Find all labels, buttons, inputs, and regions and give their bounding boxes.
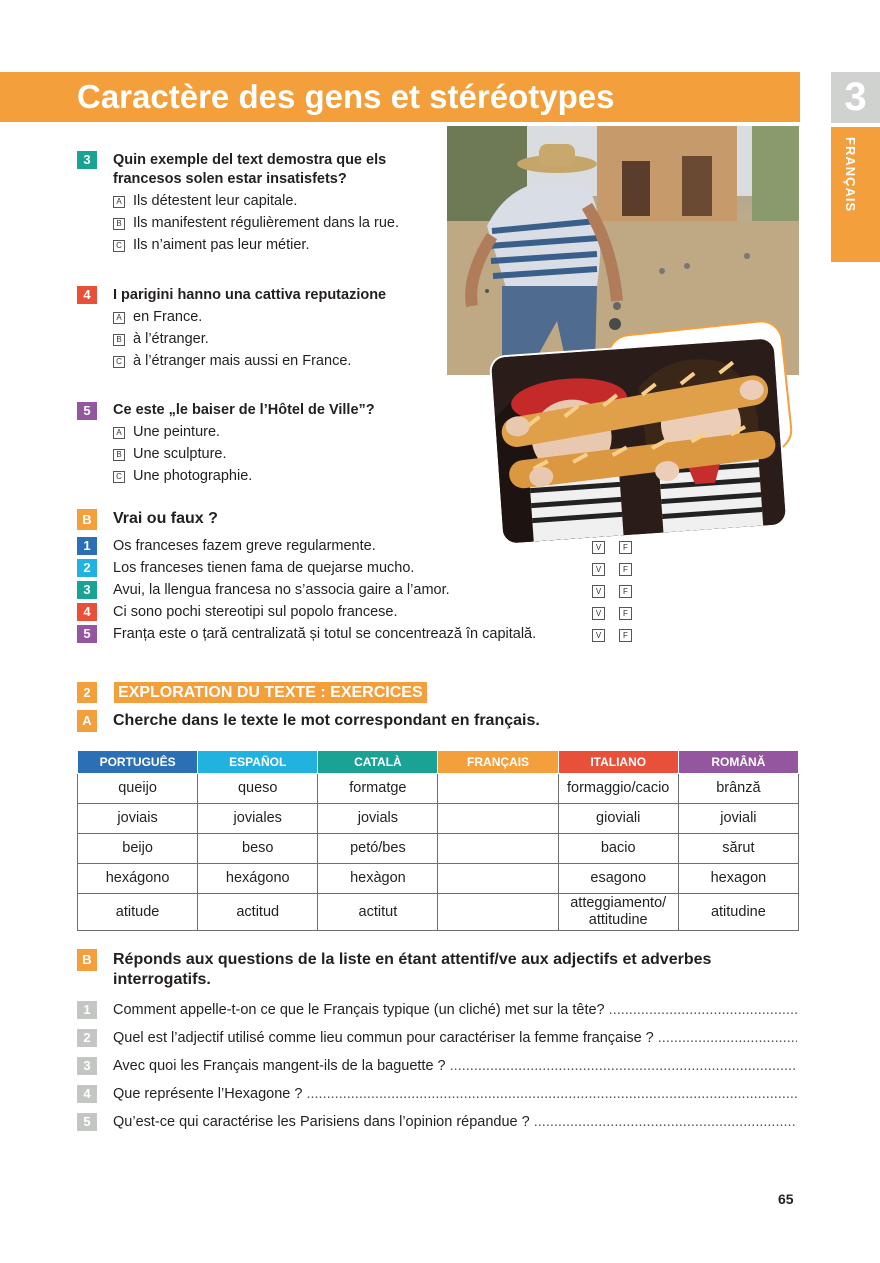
page-title: Caractère des gens et stéréotypes [77, 78, 615, 115]
bq-1-number: 1 [77, 1001, 97, 1019]
table-cell: hexagon [678, 864, 798, 894]
bq-3-number: 3 [77, 1057, 97, 1075]
checkbox-a[interactable]: A [113, 312, 125, 324]
table-row [78, 774, 799, 804]
vf-2-number: 2 [77, 559, 97, 577]
table-cell: atteggiamento/ attitudine [558, 894, 678, 931]
bq-3-text[interactable]: Avec quoi les Français mangent-ils de la baguette ? ..... [113, 1057, 797, 1075]
vf-3-number: 3 [77, 581, 97, 599]
header-italiano: ITALIANO [558, 751, 678, 774]
bq-4-text[interactable]: Que représente l’Hexagone ? ..... [113, 1085, 797, 1103]
bq-5-number: 5 [77, 1113, 97, 1131]
table-cell: atitude [78, 894, 198, 931]
table-cell: queijo [78, 774, 198, 804]
table-cell: joviais [78, 804, 198, 834]
answer-cell[interactable] [438, 804, 558, 834]
vf-1-number: 1 [77, 537, 97, 555]
question-4-option-a[interactable]: A en France. [113, 308, 202, 326]
checkbox-b[interactable]: B [113, 334, 125, 346]
vf-2-true-checkbox[interactable]: V [592, 563, 605, 576]
question-3-option-b[interactable]: B Ils manifestent régulièrement dans la rue. [113, 214, 399, 232]
checkbox-c[interactable]: C [113, 356, 125, 368]
table-row [78, 864, 799, 894]
checkbox-b[interactable]: B [113, 449, 125, 461]
table-cell: jovials [318, 804, 438, 834]
question-4-text: I parigini hanno una cattiva reputazione [113, 287, 387, 303]
bq-5-text[interactable]: Qu’est-ce qui caractérise les Parisiens dans l’opinion répandue ? ..... [113, 1113, 797, 1131]
table-cell: joviales [198, 804, 318, 834]
question-5-text: Ce este „le baiser de l’Hôtel de Ville”? [113, 402, 375, 418]
bq-2-text[interactable]: Quel est l’adjectif utilisé comme lieu commun pour caractériser la femme française ? ..... [113, 1029, 797, 1047]
table-cell: actitut [318, 894, 438, 931]
bq-4-number: 4 [77, 1085, 97, 1103]
vf-1-false-checkbox[interactable]: F [619, 541, 632, 554]
question-5-number: 5 [77, 402, 97, 420]
chapter-tab-label: FRANÇAIS [843, 137, 858, 213]
vf-4-true-checkbox[interactable]: V [592, 607, 605, 620]
table-cell: bacio [558, 834, 678, 864]
table-cell: beso [198, 834, 318, 864]
table-cell: formatge [318, 774, 438, 804]
table-cell: formaggio/cacio [558, 774, 678, 804]
answer-cell[interactable] [438, 774, 558, 804]
header-portugues: PORTUGUÊS [78, 751, 198, 774]
header-espanol: ESPAÑOL [198, 751, 318, 774]
bq-2-number: 2 [77, 1029, 97, 1047]
section-b2-letter: B [77, 949, 97, 971]
section-2-title: EXPLORATION DU TEXTE : EXERCICES [114, 682, 427, 703]
table-row [78, 894, 799, 931]
question-5-option-b[interactable]: B Une sculpture. [113, 445, 227, 463]
table-header-row [78, 751, 799, 774]
header-romana: ROMÂNĂ [678, 751, 798, 774]
chapter-tab [831, 127, 880, 262]
header-francais: FRANÇAIS [438, 751, 558, 774]
table-cell: queso [198, 774, 318, 804]
table-cell: joviali [678, 804, 798, 834]
question-5-option-c[interactable]: C Une photographie. [113, 467, 252, 485]
table-row [78, 804, 799, 834]
vf-3-text: Avui, la llengua francesa no s’associa gaire a l’amor. [113, 582, 450, 598]
answer-cell[interactable] [438, 864, 558, 894]
question-3-option-a[interactable]: A Ils détestent leur capitale. [113, 192, 297, 210]
vf-1-true-checkbox[interactable]: V [592, 541, 605, 554]
checkbox-b[interactable]: B [113, 218, 125, 230]
answer-cell[interactable] [438, 894, 558, 931]
table-cell: hexágono [78, 864, 198, 894]
baguette-photo [491, 338, 786, 543]
table-row [78, 834, 799, 864]
answer-cell[interactable] [438, 834, 558, 864]
table-cell: hexàgon [318, 864, 438, 894]
question-3-text: Quin exemple del text demostra que els francesos solen estar insatisfets? [113, 152, 387, 187]
section-a-title: Cherche dans le texte le mot correspondant en français. [113, 712, 540, 729]
question-4-option-c[interactable]: C à l’étranger mais aussi en France. [113, 352, 351, 370]
vf-4-false-checkbox[interactable]: F [619, 607, 632, 620]
table-cell: brânză [678, 774, 798, 804]
table-cell: atitudine [678, 894, 798, 931]
checkbox-a[interactable]: A [113, 196, 125, 208]
vf-3-true-checkbox[interactable]: V [592, 585, 605, 598]
vf-1-text: Os franceses fazem greve regularmente. [113, 538, 376, 554]
section-b2-title: Réponds aux questions de la liste en étant attentif/ve aux adjectifs et adverbes interrogatifs. [113, 951, 712, 988]
question-4-option-b[interactable]: B à l’étranger. [113, 330, 209, 348]
vf-5-false-checkbox[interactable]: F [619, 629, 632, 642]
vf-2-false-checkbox[interactable]: F [619, 563, 632, 576]
checkbox-a[interactable]: A [113, 427, 125, 439]
bq-1-text[interactable]: Comment appelle-t-on ce que le Français typique (un cliché) met sur la tête? ..... [113, 1001, 797, 1019]
vf-5-number: 5 [77, 625, 97, 643]
table-cell: actitud [198, 894, 318, 931]
title-bar [0, 72, 800, 122]
chapter-number: 3 [831, 72, 880, 123]
table-cell: hexágono [198, 864, 318, 894]
question-3-option-c[interactable]: C Ils n’aiment pas leur métier. [113, 236, 310, 254]
section-a-letter: A [77, 710, 97, 732]
table-cell: sărut [678, 834, 798, 864]
section-2-number: 2 [77, 682, 97, 703]
vrai-faux-title: Vrai ou faux ? [113, 510, 218, 527]
question-3-number: 3 [77, 151, 97, 169]
vocabulary-table [77, 750, 799, 931]
vf-4-number: 4 [77, 603, 97, 621]
question-5-option-a[interactable]: A Une peinture. [113, 423, 220, 441]
checkbox-c[interactable]: C [113, 240, 125, 252]
page-number: 65 [778, 1191, 794, 1207]
vf-5-true-checkbox[interactable]: V [592, 629, 605, 642]
table-cell: petó/bes [318, 834, 438, 864]
checkbox-c[interactable]: C [113, 471, 125, 483]
question-4-number: 4 [77, 286, 97, 304]
header-catala: CATALÀ [318, 751, 438, 774]
vf-4-text: Ci sono pochi stereotipi sul popolo francese. [113, 604, 398, 620]
vf-5-text: Franța este o țară centralizată și totul se concentrează în capitală. [113, 626, 537, 642]
section-b-letter: B [77, 509, 97, 530]
vf-3-false-checkbox[interactable]: F [619, 585, 632, 598]
vf-2-text: Los franceses tienen fama de quejarse mucho. [113, 560, 415, 576]
table-cell: gioviali [558, 804, 678, 834]
table-cell: beijo [78, 834, 198, 864]
table-cell: esagono [558, 864, 678, 894]
